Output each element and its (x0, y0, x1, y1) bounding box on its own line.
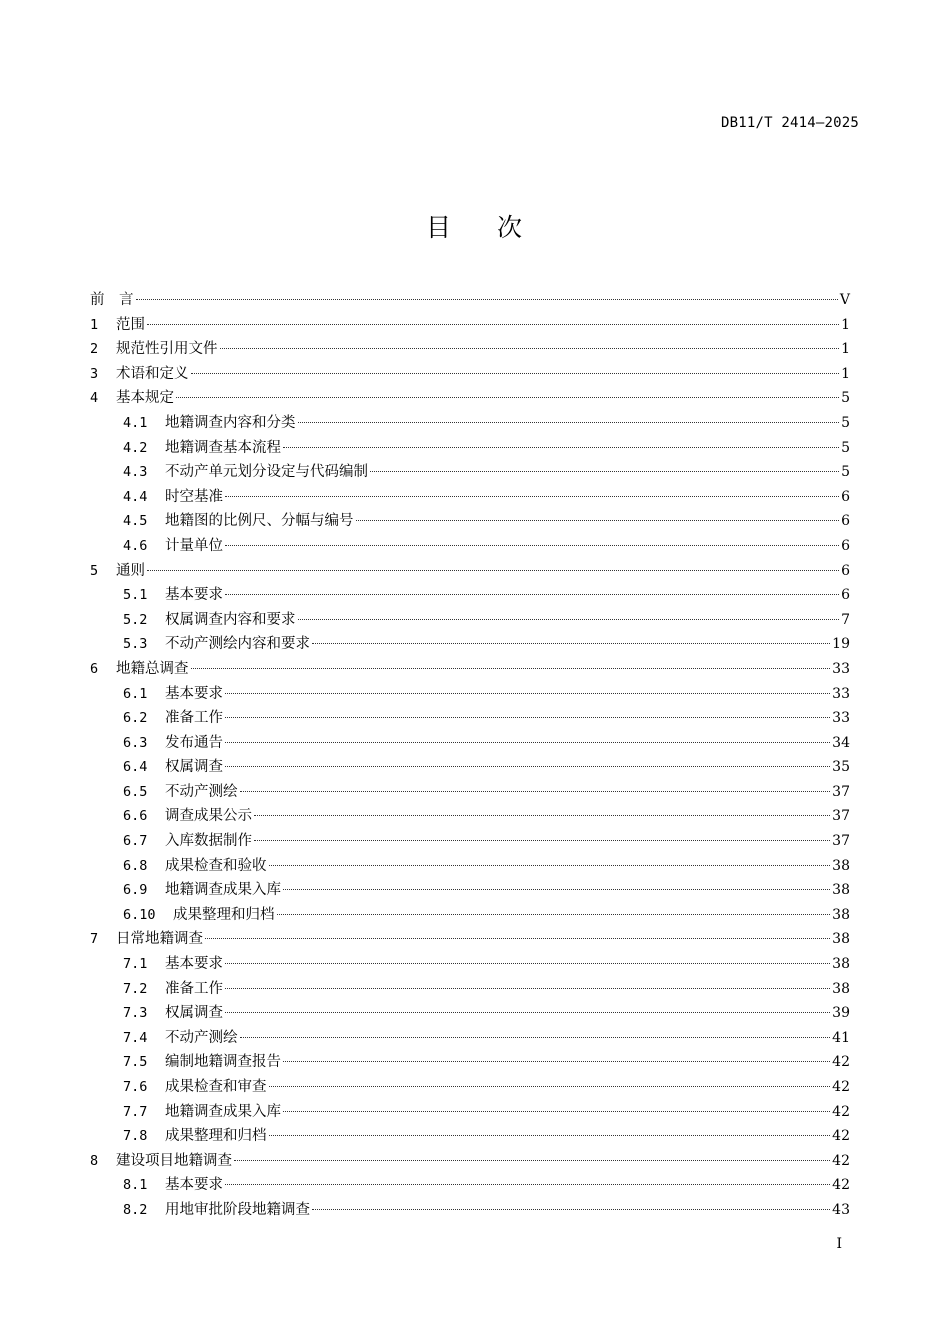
page-number: I (836, 1236, 842, 1252)
toc-entry[interactable] (90, 288, 850, 313)
toc-entry-number: 5.3 (123, 636, 148, 653)
toc-entry-page: 6 (841, 513, 850, 530)
toc-dot-leader (370, 471, 839, 472)
toc-entry-page: 33 (832, 685, 850, 702)
toc-entry-label: 权属调查 (165, 759, 223, 776)
toc-entry[interactable] (90, 952, 850, 977)
toc-entry[interactable] (90, 977, 850, 1002)
toc-entry-page: 42 (832, 1054, 850, 1071)
toc-entry-number: 5.1 (123, 587, 148, 604)
toc-entry-page: 7 (841, 611, 850, 628)
toc-entry-label: 成果检查和验收 (165, 857, 267, 874)
toc-dot-leader (312, 643, 830, 644)
toc-dot-leader (269, 1135, 831, 1136)
toc-dot-leader (254, 840, 830, 841)
toc-entry-number: 7.6 (123, 1079, 148, 1095)
toc-entry-number: 7.2 (123, 980, 148, 997)
toc-dot-leader (283, 447, 839, 448)
toc-dot-leader (136, 299, 838, 300)
toc-dot-leader (191, 373, 840, 374)
toc-entry[interactable] (90, 657, 850, 682)
toc-entry-label: 准备工作 (165, 980, 223, 997)
toc-dot-leader (225, 693, 830, 694)
toc-entry-number: 6.1 (123, 685, 148, 702)
toc-entry[interactable] (90, 509, 850, 534)
toc-entry-number: 6.3 (123, 734, 148, 751)
toc-dot-leader (225, 963, 830, 964)
toc-entry-label: 不动产测绘 (165, 1029, 238, 1046)
toc-entry-label: 地籍调查内容和分类 (165, 414, 296, 431)
toc-entry-number: 8.2 (123, 1201, 148, 1218)
toc-dot-leader (225, 594, 839, 595)
toc-entry-label: 不动产单元划分设定与代码编制 (165, 464, 368, 481)
toc-entry-label: 权属调查 (165, 1005, 223, 1022)
toc-entry-number: 7.1 (123, 956, 148, 973)
toc-entry-label: 用地审批阶段地籍调查 (165, 1201, 310, 1218)
toc-entry[interactable] (90, 559, 850, 584)
toc-entry-number: 7 (90, 931, 99, 948)
toc-dot-leader (225, 766, 830, 767)
toc-entry-page: 1 (841, 341, 850, 358)
toc-dot-leader (147, 570, 839, 571)
toc-entry-label: 地籍总调查 (116, 660, 189, 677)
toc-entry-page: 42 (832, 1177, 850, 1194)
toc-entry-page: 6 (841, 587, 850, 604)
toc-entry[interactable] (90, 608, 850, 633)
toc-dot-leader (298, 619, 840, 620)
toc-entry[interactable] (90, 878, 850, 903)
toc-entry-label: 发布通告 (165, 734, 223, 751)
toc-entry[interactable] (90, 485, 850, 510)
toc-entry[interactable] (90, 362, 850, 387)
toc-entry-number: 6.10 (123, 906, 156, 923)
toc-entry[interactable] (90, 1001, 850, 1026)
toc-entry-label: 通则 (116, 562, 145, 579)
toc-entry-label: 编制地籍调查报告 (165, 1054, 281, 1071)
toc-entry[interactable] (90, 755, 850, 780)
toc-entry-number: 7.7 (123, 1103, 148, 1120)
toc-entry-page: 37 (832, 783, 850, 800)
toc-entry-page: 41 (832, 1029, 850, 1046)
toc-entry[interactable] (90, 1124, 850, 1149)
toc-entry[interactable] (90, 313, 850, 338)
toc-dot-leader (176, 397, 839, 398)
toc-entry-page: 5 (841, 464, 850, 481)
toc-entry-page: 39 (832, 1005, 850, 1022)
toc-entry[interactable] (90, 682, 850, 707)
table-of-contents (90, 288, 850, 1223)
toc-entry-label: 日常地籍调查 (116, 931, 203, 948)
toc-dot-leader (283, 1111, 830, 1112)
toc-dot-leader (283, 1061, 830, 1062)
toc-entry[interactable] (90, 411, 850, 436)
toc-entry-number: 5 (90, 562, 99, 579)
toc-entry-page: 1 (841, 316, 850, 333)
toc-entry-number: 6.9 (123, 882, 148, 899)
toc-entry-number: 4.2 (123, 439, 148, 456)
toc-entry-number: 5.2 (123, 611, 148, 628)
toc-entry[interactable] (90, 804, 850, 829)
toc-entry[interactable] (90, 534, 850, 559)
toc-entry-label: 基本要求 (165, 685, 223, 702)
toc-entry-number: 4.5 (123, 513, 148, 530)
toc-entry-label: 规范性引用文件 (116, 341, 218, 358)
toc-entry-label: 地籍调查成果入库 (165, 1103, 281, 1120)
toc-entry-page: 38 (832, 906, 850, 923)
toc-entry-page: 38 (832, 956, 850, 973)
toc-entry-page: 6 (841, 488, 850, 505)
toc-entry[interactable] (90, 1075, 850, 1100)
toc-entry-label: 准备工作 (165, 710, 223, 727)
toc-dot-leader (269, 865, 831, 866)
toc-entry-page: 1 (841, 365, 850, 382)
toc-entry-label: 地籍图的比例尺、分幅与编号 (165, 513, 354, 530)
toc-entry[interactable] (90, 731, 850, 756)
toc-entry-number: 4 (90, 390, 99, 407)
toc-entry-number: 2 (90, 341, 99, 358)
toc-entry-label: 基本要求 (165, 1177, 223, 1194)
toc-entry[interactable] (90, 1100, 850, 1125)
toc-entry[interactable] (90, 386, 850, 411)
toc-entry-number: 4.6 (123, 537, 148, 554)
toc-entry-number: 8 (90, 1152, 99, 1169)
toc-dot-leader (312, 1209, 830, 1210)
toc-entry-label: 不动产测绘 (165, 783, 238, 800)
toc-entry-page: 42 (832, 1079, 850, 1095)
toc-entry-label: 前 言 (90, 292, 134, 308)
toc-dot-leader (298, 422, 840, 423)
toc-dot-leader (277, 914, 831, 915)
toc-entry-number: 7.5 (123, 1054, 148, 1071)
toc-dot-leader (225, 496, 839, 497)
toc-entry-number: 6 (90, 660, 99, 677)
toc-entry-page: 34 (832, 734, 850, 751)
toc-entry-number: 7.8 (123, 1128, 148, 1145)
toc-dot-leader (269, 1086, 831, 1087)
toc-entry[interactable] (90, 1173, 850, 1198)
toc-entry-page: 42 (832, 1152, 850, 1169)
toc-entry[interactable] (90, 706, 850, 731)
toc-entry-number: 7.3 (123, 1005, 148, 1022)
toc-entry[interactable] (90, 436, 850, 461)
toc-entry[interactable] (90, 780, 850, 805)
toc-entry[interactable] (90, 632, 850, 657)
toc-dot-leader (240, 1037, 831, 1038)
toc-entry-label: 不动产测绘内容和要求 (165, 636, 310, 653)
toc-entry[interactable] (90, 1026, 850, 1051)
toc-entry[interactable] (90, 460, 850, 485)
toc-entry-page: 6 (841, 562, 850, 579)
toc-entry-label: 计量单位 (165, 537, 223, 554)
toc-entry-page: 5 (841, 414, 850, 431)
toc-entry-number: 6.2 (123, 710, 148, 727)
toc-dot-leader (356, 520, 840, 521)
toc-entry-label: 地籍调查基本流程 (165, 439, 281, 456)
page-title-char-2: 次 (497, 213, 525, 242)
toc-entry-page: 37 (832, 833, 850, 850)
toc-entry[interactable] (90, 1198, 850, 1223)
page-title-char-1: 目 (425, 213, 453, 242)
toc-entry-label: 成果整理和归档 (165, 1128, 267, 1145)
toc-entry-number: 1 (90, 316, 99, 333)
toc-dot-leader (225, 717, 830, 718)
toc-entry-page: 33 (832, 660, 850, 677)
toc-entry-number: 6.5 (123, 783, 148, 800)
toc-dot-leader (191, 668, 831, 669)
toc-entry-label: 时空基准 (165, 488, 223, 505)
toc-entry-number: 7.4 (123, 1029, 148, 1046)
toc-entry[interactable] (90, 854, 850, 879)
toc-entry-page: 38 (832, 882, 850, 899)
toc-dot-leader (225, 1184, 830, 1185)
toc-entry-page: V (839, 292, 850, 308)
toc-dot-leader (225, 1012, 830, 1013)
toc-entry-label: 权属调查内容和要求 (165, 611, 296, 628)
toc-entry-page: 43 (832, 1201, 850, 1218)
toc-entry-label: 成果检查和审查 (165, 1079, 267, 1095)
toc-entry-label: 入库数据制作 (165, 833, 252, 850)
toc-entry-label: 成果整理和归档 (173, 906, 275, 923)
toc-dot-leader (240, 791, 831, 792)
toc-entry-number: 6.7 (123, 833, 148, 850)
toc-entry[interactable] (90, 337, 850, 362)
toc-entry-page: 19 (832, 636, 850, 653)
toc-entry-label: 基本要求 (165, 587, 223, 604)
toc-dot-leader (147, 324, 839, 325)
toc-entry-number: 4.4 (123, 488, 148, 505)
toc-dot-leader (234, 1160, 830, 1161)
document-code: DB11/T 2414—2025 (720, 115, 859, 131)
toc-dot-leader (283, 889, 830, 890)
toc-dot-leader (225, 988, 830, 989)
toc-entry-page: 5 (841, 439, 850, 456)
toc-entry-label: 范围 (116, 316, 145, 333)
toc-entry-page: 6 (841, 537, 850, 554)
toc-entry-number: 4.1 (123, 414, 148, 431)
toc-entry-page: 38 (832, 857, 850, 874)
toc-entry[interactable] (90, 1050, 850, 1075)
toc-entry-label: 术语和定义 (116, 365, 189, 382)
toc-dot-leader (205, 938, 830, 939)
toc-dot-leader (225, 545, 839, 546)
toc-entry-number: 3 (90, 365, 99, 382)
toc-entry-number: 6.4 (123, 759, 148, 776)
toc-entry-number: 6.6 (123, 808, 148, 825)
toc-entry[interactable] (90, 1149, 850, 1174)
toc-entry-number: 6.8 (123, 857, 148, 874)
toc-dot-leader (225, 742, 830, 743)
toc-entry-page: 5 (841, 390, 850, 407)
toc-entry-page: 35 (832, 759, 850, 776)
toc-entry[interactable] (90, 927, 850, 952)
toc-entry-page: 33 (832, 710, 850, 727)
toc-entry-label: 建设项目地籍调查 (116, 1152, 232, 1169)
toc-entry-page: 42 (832, 1103, 850, 1120)
page-title (0, 208, 950, 244)
toc-entry[interactable] (90, 903, 850, 928)
toc-entry-page: 42 (832, 1128, 850, 1145)
toc-entry[interactable] (90, 583, 850, 608)
toc-dot-leader (254, 815, 830, 816)
toc-entry-page: 38 (832, 980, 850, 997)
toc-entry-label: 地籍调查成果入库 (165, 882, 281, 899)
toc-entry-label: 调查成果公示 (165, 808, 252, 825)
toc-entry[interactable] (90, 829, 850, 854)
toc-entry-page: 37 (832, 808, 850, 825)
toc-entry-label: 基本规定 (116, 390, 174, 407)
toc-entry-number: 4.3 (123, 464, 148, 481)
toc-entry-page: 38 (832, 931, 850, 948)
toc-entry-label: 基本要求 (165, 956, 223, 973)
toc-dot-leader (220, 348, 840, 349)
toc-entry-number: 8.1 (123, 1177, 148, 1194)
